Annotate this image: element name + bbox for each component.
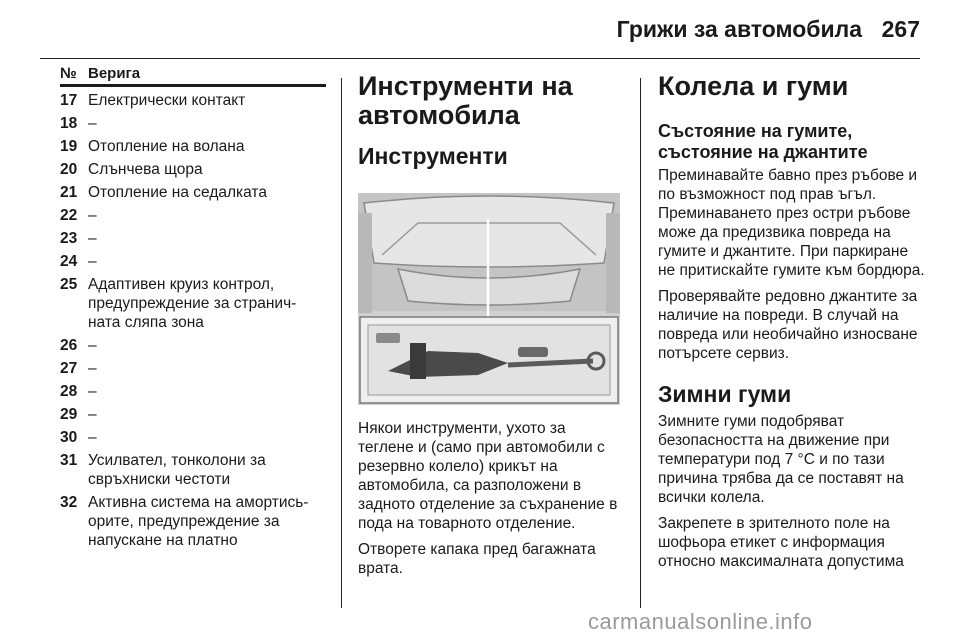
fuse-number: 24	[60, 253, 78, 270]
fuse-circuit: Адаптивен круиз контрол, предупреждение за странич‑ ната сляпа зона	[88, 276, 297, 331]
fuse-number: 30	[60, 429, 78, 446]
fuse-circuit: –	[88, 207, 97, 224]
fuse-table-row	[60, 447, 326, 489]
fuse-table-row	[60, 202, 326, 225]
fuse-number: 22	[60, 207, 78, 224]
fuse-table-row	[60, 225, 326, 248]
fuse-number: 27	[60, 360, 78, 377]
fuse-table-row	[60, 110, 326, 133]
fuse-table-row	[60, 248, 326, 271]
fuse-circuit: Слънчева щора	[88, 161, 203, 178]
tools-figure	[358, 193, 620, 405]
fuse-circuit: –	[88, 230, 97, 247]
fuse-number: 32	[60, 494, 78, 511]
fuse-number: 26	[60, 337, 78, 354]
fuse-circuit: Активна система на амортись‑ орите, предупреждение за напускане на платно	[88, 494, 309, 549]
fuse-circuit: Отопление на седалката	[88, 184, 267, 201]
tools-section	[358, 72, 624, 578]
fuse-table-row	[60, 87, 326, 110]
fuse-table-row	[60, 156, 326, 179]
fuse-table-body	[60, 87, 326, 550]
winter-tyres-paragraph-1: Зимните гуми подобряват безопасността на движение при температури под 7 °C и по тази причина трябва да се поставят на всички колела.	[658, 413, 904, 506]
tools-subtitle: Инструменти	[358, 143, 508, 169]
fuse-number: 19	[60, 138, 78, 155]
fuse-table-row	[60, 332, 326, 355]
col-number-header: №	[60, 64, 77, 82]
wheels-title: Колела и гуми	[658, 71, 849, 101]
tools-title: Инструменти на автомобила	[358, 71, 573, 130]
fuse-table-row	[60, 378, 326, 401]
fuse-circuit: Усилвател, тонколони за свръхниски честоти	[88, 452, 266, 488]
fuse-circuit: –	[88, 429, 97, 446]
fuse-number: 31	[60, 452, 78, 469]
fuse-circuit: –	[88, 253, 97, 270]
winter-tyres-paragraph-2: Закрепете в зрителното поле на шофьора етикет с информация относно максималната допустима	[658, 515, 904, 570]
header-title: Грижи за автомобила	[616, 16, 862, 42]
winter-tyres-title: Зимни гуми	[658, 381, 792, 407]
fuse-table-row	[60, 179, 326, 202]
page-number: 267	[881, 16, 920, 42]
fuse-number: 28	[60, 383, 78, 400]
fuse-number: 23	[60, 230, 78, 247]
fuse-table-row	[60, 489, 326, 550]
fuse-number: 21	[60, 184, 78, 201]
watermark: carmanualsonline.info	[588, 609, 813, 634]
fuse-circuit: Отопление на волана	[88, 138, 245, 155]
fuse-circuit: –	[88, 115, 97, 132]
tyre-condition-paragraph-1: Преминавайте бавно през ръбове и по възможност под прав ъгъл. Преминаването през остри ръбове може да предизвика повреда на гумите и джантите. При паркиране не притискайте гумите към бордюра.	[658, 167, 925, 279]
fuse-table-row	[60, 271, 326, 332]
fuse-circuit: –	[88, 383, 97, 400]
fuse-number: 17	[60, 92, 78, 109]
fuse-number: 20	[60, 161, 78, 178]
fuse-table-row	[60, 355, 326, 378]
tyre-condition-title: Състояние на гумите, състояние на джантите	[658, 121, 868, 162]
fuse-circuit: –	[88, 406, 97, 423]
fuse-table-row	[60, 133, 326, 156]
fuse-circuit: –	[88, 337, 97, 354]
fuse-number: 18	[60, 115, 78, 132]
tools-paragraph-2: Отворете капака пред багажната врата.	[358, 541, 596, 577]
fuse-circuit: Електрически контакт	[88, 92, 246, 109]
tools-paragraph-1: Някои инструменти, ухото за теглене и (само при автомобили с резервно колело) крикът на автомобила, са разположени в задното отделение за съхранение в пода на товарното отделение.	[358, 420, 618, 532]
fuse-table-row	[60, 401, 326, 424]
fuse-number: 25	[60, 276, 78, 293]
fuse-table-header	[60, 62, 326, 87]
column-divider-2	[640, 78, 641, 608]
fuse-number: 29	[60, 406, 78, 423]
fuse-circuit: –	[88, 360, 97, 377]
trunk-tools-illustration	[358, 193, 620, 405]
tyre-condition-paragraph-2: Проверявайте редовно джантите за наличие на повреди. В случай на повреда или необичайно износване потърсете сервиз.	[658, 288, 918, 362]
column-divider-1	[341, 78, 342, 608]
col-circuit-header: Верига	[88, 64, 141, 82]
wheels-section	[658, 72, 928, 571]
fuse-table-row	[60, 424, 326, 447]
fuse-table	[60, 62, 326, 550]
header-rule	[40, 58, 920, 59]
